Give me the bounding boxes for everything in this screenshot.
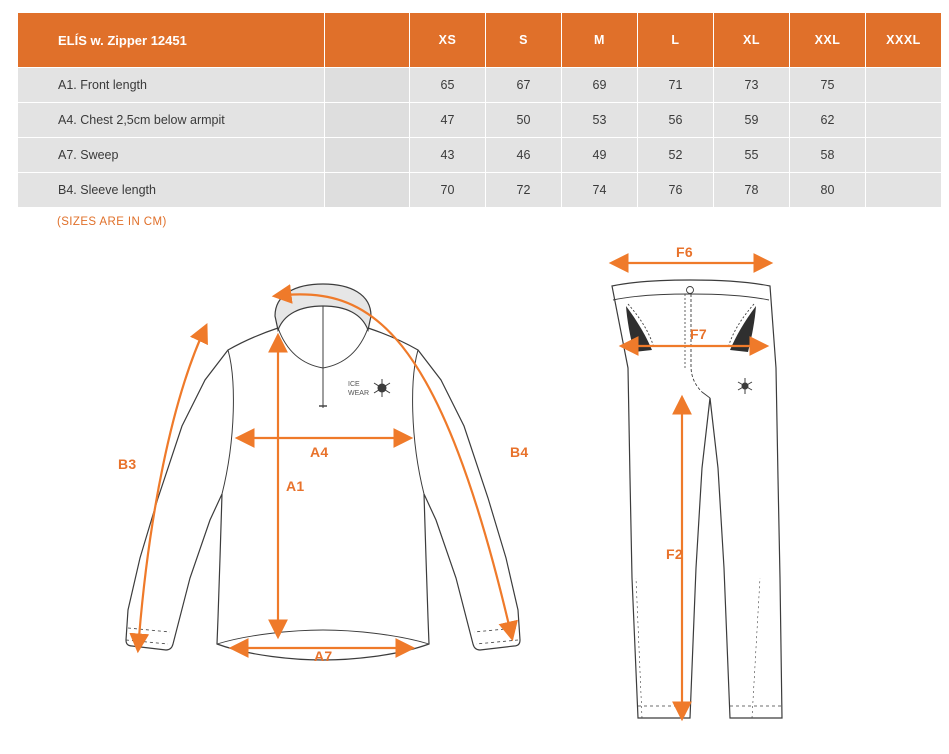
- cell-value: 46: [486, 138, 562, 173]
- header-spacer: [325, 13, 410, 68]
- size-header-s: S: [486, 13, 562, 68]
- cell-value: 43: [410, 138, 486, 173]
- dimension-arrow-b3: [138, 326, 206, 650]
- table-header-row: [18, 13, 942, 68]
- cell-value: 52: [638, 138, 714, 173]
- table-row: [18, 103, 942, 138]
- jacket-diagram: [110, 258, 550, 698]
- cell-value: 62: [790, 103, 866, 138]
- cell-value: 73: [714, 68, 790, 103]
- row-spacer: [325, 103, 410, 138]
- cell-value: 70: [410, 173, 486, 208]
- cell-value: 65: [410, 68, 486, 103]
- dimension-label-f6: F6: [676, 244, 693, 260]
- size-header-l: L: [638, 13, 714, 68]
- cell-value: 58: [790, 138, 866, 173]
- size-header-xl: XL: [714, 13, 790, 68]
- row-spacer: [325, 138, 410, 173]
- dimension-label-b4: B4: [510, 444, 529, 460]
- cell-value: 76: [638, 173, 714, 208]
- table-row: [18, 68, 942, 103]
- size-header-xxxl: XXXL: [866, 13, 942, 68]
- dimension-label-a7: A7: [314, 648, 333, 664]
- size-header-xs: XS: [410, 13, 486, 68]
- table-row: [18, 173, 942, 208]
- size-header-xxl: XXL: [790, 13, 866, 68]
- jacket-outline: [126, 284, 520, 660]
- cell-value: 59: [714, 103, 790, 138]
- measurement-label: A7. Sweep: [18, 138, 325, 173]
- logo-text-line1: ICE: [348, 381, 360, 388]
- size-chart-table: [17, 12, 942, 208]
- cell-value: 72: [486, 173, 562, 208]
- logo-text-line2: WEAR: [348, 390, 369, 397]
- size-header-m: M: [562, 13, 638, 68]
- cell-value: [866, 173, 942, 208]
- product-title: ELÍS w. Zipper 12451: [18, 13, 325, 68]
- snowflake-icon: [374, 379, 390, 397]
- snowflake-icon: [738, 378, 752, 394]
- dimension-label-a4: A4: [310, 444, 329, 460]
- units-note: (SIZES ARE IN CM): [57, 216, 167, 228]
- cell-value: 67: [486, 68, 562, 103]
- measurement-label: B4. Sleeve length: [18, 173, 325, 208]
- cell-value: 47: [410, 103, 486, 138]
- cell-value: 71: [638, 68, 714, 103]
- brand-logo: [348, 379, 390, 397]
- measurement-label: A1. Front length: [18, 68, 325, 103]
- cell-value: 74: [562, 173, 638, 208]
- measurement-label: A4. Chest 2,5cm below armpit: [18, 103, 325, 138]
- cell-value: 49: [562, 138, 638, 173]
- cell-value: [866, 68, 942, 103]
- cell-value: 53: [562, 103, 638, 138]
- cell-value: 75: [790, 68, 866, 103]
- cell-value: 80: [790, 173, 866, 208]
- dimension-label-a1: A1: [286, 478, 305, 494]
- cell-value: 69: [562, 68, 638, 103]
- cell-value: 55: [714, 138, 790, 173]
- row-spacer: [325, 173, 410, 208]
- row-spacer: [325, 68, 410, 103]
- dimension-label-f7: F7: [690, 326, 707, 342]
- cell-value: 56: [638, 103, 714, 138]
- cell-value: 50: [486, 103, 562, 138]
- dimension-label-b3: B3: [118, 456, 137, 472]
- dimension-label-f2: F2: [666, 546, 683, 562]
- cell-value: 78: [714, 173, 790, 208]
- dimension-arrow-b4: [275, 294, 512, 638]
- table-row: [18, 138, 942, 173]
- pants-diagram: [580, 238, 820, 738]
- cell-value: [866, 103, 942, 138]
- cell-value: [866, 138, 942, 173]
